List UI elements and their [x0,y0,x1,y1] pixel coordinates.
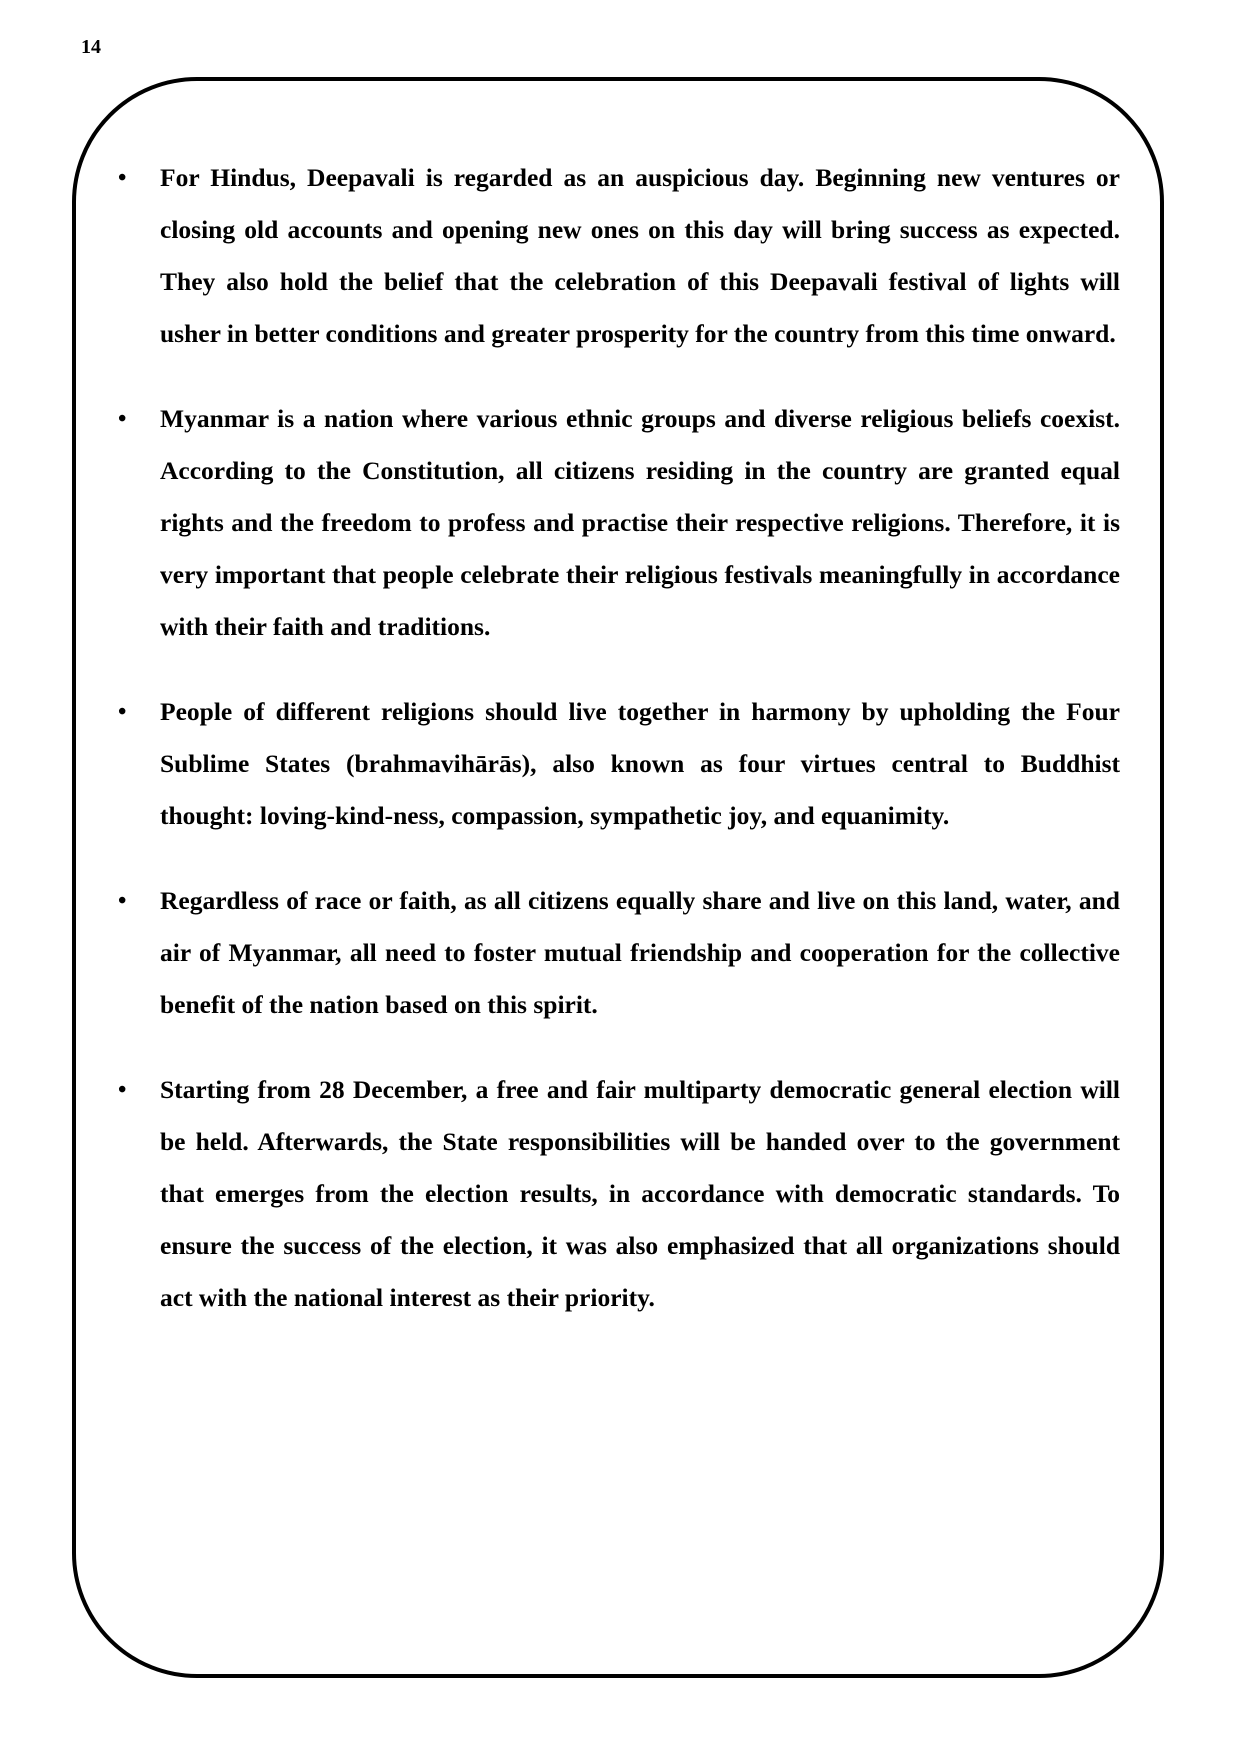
page-number: 14 [81,36,101,58]
list-item-text: Myanmar is a nation where various ethnic groups and diverse religious beliefs coexist. According to the Constitution, all citizens residing in the country are granted equal rights and the freedom to profess and practise their respective religions. Therefore, it is very important that people celebrate their religious festivals meaningfully in accordance with their faith and traditions. [160,404,1120,641]
bullet-icon: • [118,406,127,432]
bullet-icon: • [118,888,127,914]
list-item [118,1064,1120,1324]
list-item-text: Regardless of race or faith, as all citizens equally share and live on this land, water, and air of Myanmar, all need to foster mutual friendship and cooperation for the collective benefit of the nation based on this spirit. [160,886,1120,1019]
bullet-icon: • [118,165,127,191]
list-item-text: Starting from 28 December, a free and fair multiparty democratic general election will be held. Afterwards, the State responsibilities will be handed over to the government that emerges from the election results, in accordance with democratic standards. To ensure the success of the election, it was also emphasized that all organizations should act with the national interest as their priority. [160,1075,1120,1312]
list-item-text: People of different religions should live together in harmony by upholding the Four Sublime States (brahmavihārās), also known as four virtues central to Buddhist thought: loving-kind-ness, compassion, sympathetic joy, and equanimity. [160,697,1120,830]
list-item [118,393,1120,653]
list-item [118,152,1120,360]
bullet-icon: • [118,699,127,725]
list-item-text: For Hindus, Deepavali is regarded as an auspicious day. Beginning new ventures or closing old accounts and opening new ones on this day will bring success as expected. They also hold the belief that the celebration of this Deepavali festival of lights will usher in better conditions and greater prosperity for the country from this time onward. [160,163,1120,348]
list-item [118,875,1120,1031]
bullet-icon: • [118,1077,127,1103]
list-item [118,686,1120,842]
bullet-list [118,152,1120,1324]
